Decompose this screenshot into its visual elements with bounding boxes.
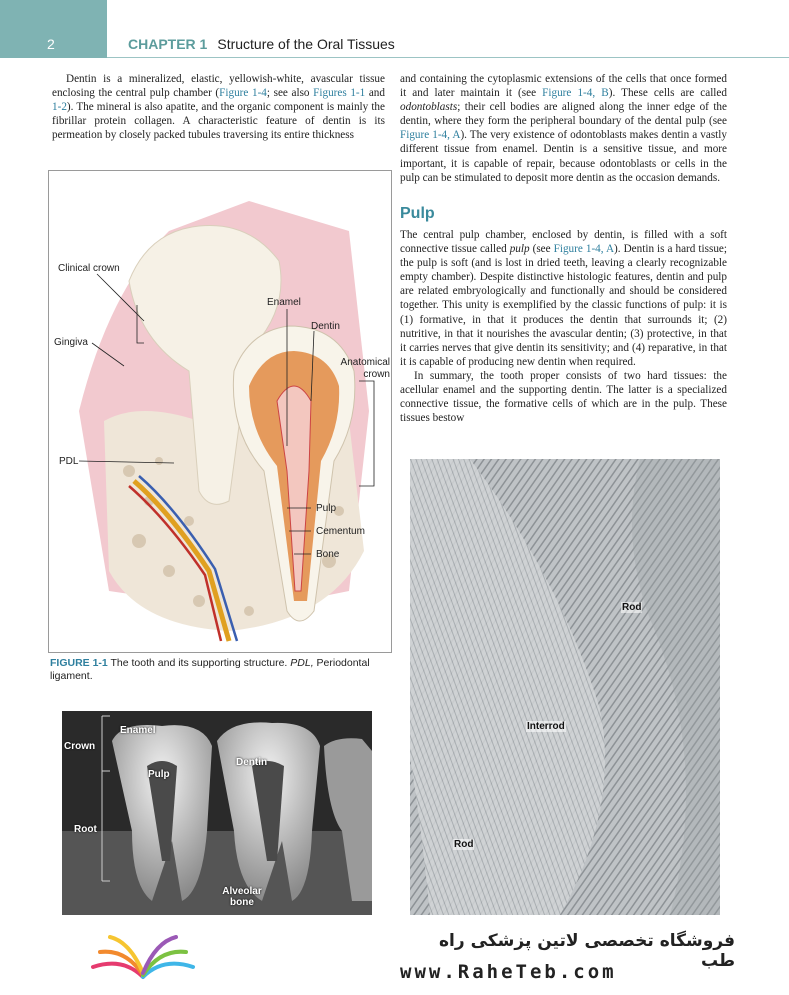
- link-figure-1-4a[interactable]: Figure 1-4, A: [400, 129, 461, 142]
- micro-label-rod-upper: Rod: [622, 602, 642, 613]
- label-enamel: Enamel: [267, 297, 301, 308]
- store-url[interactable]: www.RaheTeb.com: [400, 961, 617, 983]
- link-figure-1-4[interactable]: Figure 1-4: [219, 87, 267, 100]
- pulp-section-text: [400, 228, 727, 425]
- xray-label-dentin: Dentin: [236, 757, 268, 768]
- label-pulp: Pulp: [316, 503, 337, 514]
- figure-1-1-illustration: [48, 170, 392, 653]
- link-figure-1-4a-pulp[interactable]: Figure 1-4, A: [553, 243, 615, 256]
- caption-label: FIGURE 1-1: [50, 657, 108, 669]
- store-name: فروشگاه تخصصی لاتین پزشکی راه طب: [439, 931, 735, 971]
- label-clinical-crown: Clinical crown: [58, 263, 120, 274]
- header-rule: [107, 57, 789, 58]
- label-pdl: PDL: [59, 456, 79, 467]
- figure-1-1-caption: FIGURE 1-1 The tooth and its supporting structure. PDL, Periodontal ligament.: [50, 657, 370, 682]
- micro-label-rod-lower: Rod: [454, 839, 474, 850]
- micro-label-interrod: Interrod: [527, 721, 565, 732]
- xray-label-crown: Crown: [64, 741, 96, 752]
- link-figure-1-1[interactable]: Figures 1-1: [313, 87, 366, 100]
- link-figure-1-2[interactable]: 1-2: [52, 101, 67, 114]
- section-heading-pulp: Pulp: [400, 205, 435, 222]
- label-gingiva: Gingiva: [54, 337, 88, 348]
- xray-label-enamel: Enamel: [120, 725, 156, 736]
- xray-label-alveolar-bone: Alveolar bone: [222, 886, 262, 908]
- left-column-text: [52, 72, 385, 142]
- running-header: [128, 36, 395, 52]
- link-figure-1-4b[interactable]: Figure 1-4, B: [542, 87, 609, 100]
- xray-image: [62, 711, 372, 915]
- right-column-text: [400, 72, 727, 185]
- xray-label-root: Root: [74, 824, 97, 835]
- chapter-label: CHAPTER 1: [128, 36, 208, 52]
- enamel-micrograph: [410, 459, 720, 915]
- paragraph-odontoblasts: and containing the cytoplasmic extensions of the cells that once formed it and later maintain it (see Figure 1-4, B). These cells are called odontoblasts; their cell bodies are aligned along the inner edge of the dentin, where they form the peripheral boundary of the dental pulp (see Figure 1-4, A). The very existence of odontoblasts makes dentin a vastly different tissue from enamel. Dentin is a sensitive tissue, and more important, it is capable of repair, because odontoblasts or cells in the pulp can be stimulated to deposit more dentin as the occasion demands.: [400, 73, 727, 184]
- chapter-title: Structure of the Oral Tissues: [217, 36, 395, 52]
- paragraph-summary: In summary, the tooth proper consists of two hard tissues: the acellular enamel and the supporting dentin. The latter is a specialized connective tissue, the formative cells of which are in the pulp. These tissues bestow: [400, 369, 727, 425]
- label-bone: Bone: [316, 549, 340, 560]
- tooth-illustration: [49, 171, 391, 652]
- xray-figure: [62, 711, 372, 915]
- label-cementum: Cementum: [316, 526, 365, 537]
- xray-label-pulp: Pulp: [148, 769, 170, 780]
- paragraph-pulp: The central pulp chamber, enclosed by dentin, is filled with a soft connective tissue called pulp (see Figure 1-4, A). Dentin is a hard tissue; the pulp is soft (and is lost in dried teeth, leaving a clearly recognizable empty chamber). Despite distinctive histologic features, dentin and pulp are related embryologically and functionally and should be considered together. This unity is exemplified by the classic functions of pulp: it is (1) formative, in that it produces the dentin that surrounds it; (2) nutritive, in that it nourishes the avascular dentin; (3) protective, in that it carries nerves that give dentin its sensitivity; and (4) reparative, in that it is capable of producing new dentin when required.: [400, 229, 727, 368]
- label-dentin: Dentin: [311, 321, 340, 332]
- paragraph-dentin: Dentin is a mineralized, elastic, yellowish-white, avascular tissue enclosing the central pulp chamber (Figure 1-4; see also Figures 1-1 and 1-2). The mineral is also apatite, and the organic component is mainly the fibrillar protein collagen. A characteristic feature of dentin is its permeation by closely packed tubules traversing its entire thickness: [52, 73, 385, 142]
- store-banner: [0, 915, 789, 995]
- book-logo-icon: [78, 927, 208, 987]
- label-anatomical-crown: Anatomical crown: [340, 357, 390, 380]
- page-number: 2: [47, 36, 55, 52]
